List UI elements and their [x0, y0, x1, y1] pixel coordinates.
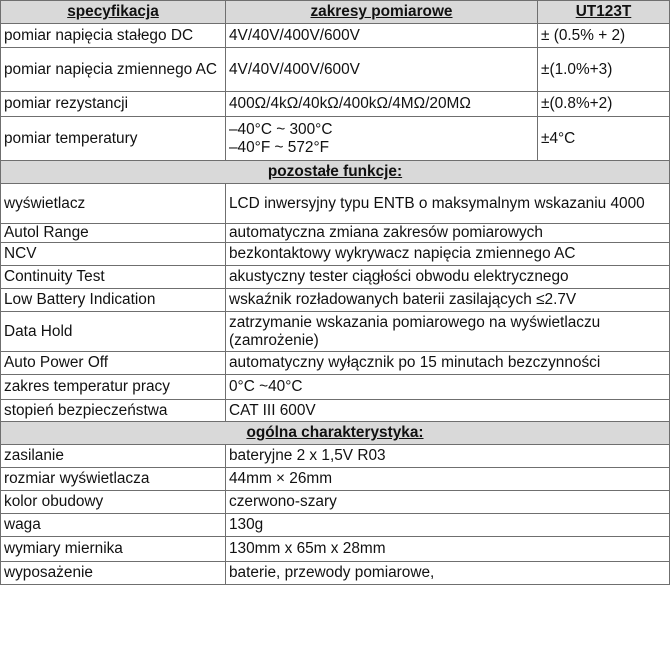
function-value: zatrzymanie wskazania pomiarowego na wyświetlaczu (zamrożenie): [226, 312, 670, 352]
spec-name: pomiar napięcia stałego DC: [1, 24, 226, 48]
function-value: CAT III 600V: [226, 400, 670, 422]
general-name: wyposażenie: [1, 562, 226, 585]
function-value: akustyczny tester ciągłości obwodu elektrycznego: [226, 266, 670, 289]
general-name: wymiary miernika: [1, 537, 226, 562]
table-row: [1, 24, 670, 48]
table-row: [1, 289, 670, 312]
function-name: Low Battery Indication: [1, 289, 226, 312]
table-row: [1, 117, 670, 161]
function-value: LCD inwersyjny typu ENTB o maksymalnym wskazaniu 4000: [226, 184, 670, 224]
table-row: [1, 445, 670, 468]
function-name: stopień bezpieczeństwa: [1, 400, 226, 422]
function-value: automatyczny wyłącznik po 15 minutach bezczynności: [226, 352, 670, 375]
section-title-functions: pozostałe funkcje:: [1, 161, 670, 184]
function-value: 0°C ~40°C: [226, 375, 670, 400]
general-value: baterie, przewody pomiarowe,: [226, 562, 670, 585]
function-name: NCV: [1, 243, 226, 266]
general-value: bateryjne 2 x 1,5V R03: [226, 445, 670, 468]
spec-range: 400Ω/4kΩ/40kΩ/400kΩ/4MΩ/20MΩ: [226, 92, 538, 117]
spec-accuracy: ±(0.8%+2): [538, 92, 670, 117]
function-name: Auto Power Off: [1, 352, 226, 375]
function-value: wskaźnik rozładowanych baterii zasilających ≤2.7V: [226, 289, 670, 312]
table-row: [1, 468, 670, 491]
table-row: [1, 400, 670, 422]
table-row: [1, 352, 670, 375]
section-title-general: ogólna charakterystyka:: [1, 422, 670, 445]
header-ranges: zakresy pomiarowe: [226, 1, 538, 24]
range-fahrenheit: –40°F ~ 572°F: [229, 138, 330, 156]
table-row: [1, 184, 670, 224]
function-name: Continuity Test: [1, 266, 226, 289]
general-value: czerwono-szary: [226, 491, 670, 514]
spec-range: 4V/40V/400V/600V: [226, 24, 538, 48]
spec-range: 4V/40V/400V/600V: [226, 48, 538, 92]
spec-name: pomiar temperatury: [1, 117, 226, 161]
function-name: Autol Range: [1, 224, 226, 243]
spec-accuracy: ±(1.0%+3): [538, 48, 670, 92]
header-row: [1, 1, 670, 24]
table-row: [1, 375, 670, 400]
general-name: zasilanie: [1, 445, 226, 468]
function-name: wyświetlacz: [1, 184, 226, 224]
function-name: zakres temperatur pracy: [1, 375, 226, 400]
general-value: 130g: [226, 514, 670, 537]
general-value: 130mm x 65m x 28mm: [226, 537, 670, 562]
section-row: [1, 422, 670, 445]
general-value: 44mm × 26mm: [226, 468, 670, 491]
table-row: [1, 224, 670, 243]
function-name: Data Hold: [1, 312, 226, 352]
function-value: automatyczna zmiana zakresów pomiarowych: [226, 224, 670, 243]
general-name: rozmiar wyświetlacza: [1, 468, 226, 491]
spec-accuracy: ±4°C: [538, 117, 670, 161]
table-row: [1, 312, 670, 352]
table-row: [1, 92, 670, 117]
spec-name: pomiar napięcia zmiennego AC: [1, 48, 226, 92]
spec-range: [226, 117, 538, 161]
table-row: [1, 537, 670, 562]
function-value: bezkontaktowy wykrywacz napięcia zmiennego AC: [226, 243, 670, 266]
table-row: [1, 491, 670, 514]
general-name: kolor obudowy: [1, 491, 226, 514]
spec-accuracy: ± (0.5% + 2): [538, 24, 670, 48]
range-celsius: –40°C ~ 300°C: [229, 120, 333, 138]
table-row: [1, 562, 670, 585]
table-row: [1, 48, 670, 92]
general-name: waga: [1, 514, 226, 537]
table-row: [1, 243, 670, 266]
spec-name: pomiar rezystancji: [1, 92, 226, 117]
table-row: [1, 514, 670, 537]
header-specification: specyfikacja: [1, 1, 226, 24]
header-model: UT123T: [538, 1, 670, 24]
table-row: [1, 266, 670, 289]
section-row: [1, 161, 670, 184]
